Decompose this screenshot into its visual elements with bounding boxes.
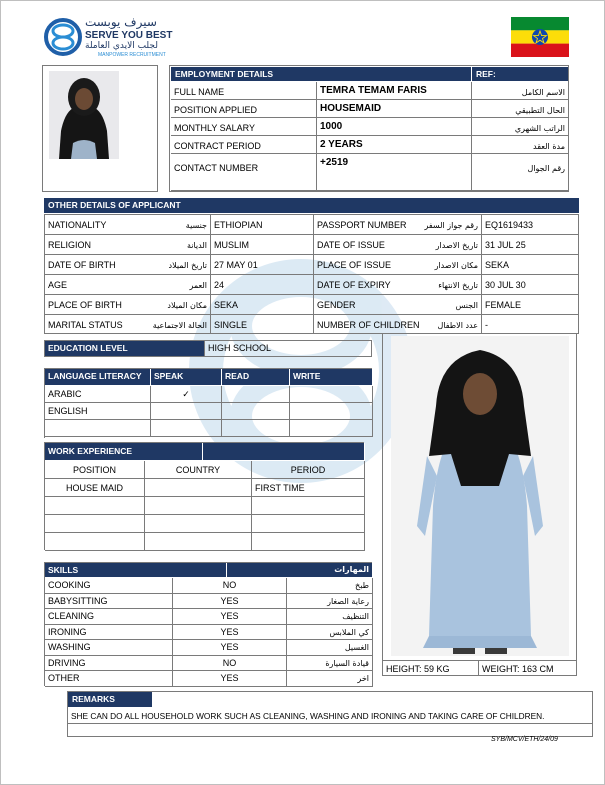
detail-arabic-label: تاريخ الانتهاء	[406, 275, 482, 295]
logo-tagline: MANPOWER RECRUITMENT	[98, 52, 166, 58]
work-country	[145, 515, 252, 533]
other-details-table	[44, 214, 579, 334]
detail-arabic-label: العمر	[133, 275, 211, 295]
language-table	[44, 368, 372, 438]
ethiopia-flag-icon	[511, 17, 569, 57]
work-position	[45, 497, 145, 515]
full-body-photo-frame	[382, 333, 577, 676]
language-speak: ✓	[151, 386, 222, 403]
employment-details-header: EMPLOYMENT DETAILS	[171, 67, 471, 81]
employment-arabic-label: الحال التطبيقي	[472, 100, 568, 118]
logo-name: SERVE YOU BEST	[85, 30, 173, 41]
work-column-header: POSITION	[45, 461, 145, 479]
skill-value: YES	[173, 609, 287, 625]
skill-arabic-name: قيادة السيارة	[287, 656, 373, 672]
language-name: ENGLISH	[45, 403, 151, 420]
detail-value: -	[482, 315, 579, 334]
skill-value: NO	[173, 578, 287, 594]
other-details-header: OTHER DETAILS OF APPLICANT	[44, 198, 579, 213]
detail-value: 24	[211, 275, 314, 295]
work-experience-table	[44, 442, 364, 550]
work-position	[45, 515, 145, 533]
language-write	[290, 420, 373, 437]
detail-label: PLACE OF BIRTH	[45, 295, 133, 315]
language-write	[290, 403, 373, 420]
skill-arabic-name: اخر	[287, 671, 373, 687]
detail-value: 30 JUL 30	[482, 275, 579, 295]
skill-arabic-name: الغسيل	[287, 640, 373, 656]
skill-value: YES	[173, 640, 287, 656]
remarks-text: SHE CAN DO ALL HOUSEHOLD WORK SUCH AS CLEANING, WASHING AND IRONING AND TAKING CARE OF CHILDREN.	[71, 711, 545, 721]
detail-value: SINGLE	[211, 315, 314, 334]
work-period: FIRST TIME	[252, 479, 365, 497]
skill-arabic-name: طبخ	[287, 578, 373, 594]
employment-details-section	[169, 65, 569, 192]
employment-arabic-label: الاسم الكامل	[472, 82, 568, 100]
detail-value: MUSLIM	[211, 235, 314, 255]
detail-label: PLACE OF ISSUE	[314, 255, 406, 275]
detail-label: DATE OF EXPIRY	[314, 275, 406, 295]
employment-arabic-label: مدة العقد	[472, 136, 568, 154]
work-period	[252, 497, 365, 515]
skill-name: DRIVING	[45, 656, 173, 672]
detail-arabic-label: مكان الاصدار	[406, 255, 482, 275]
language-read	[222, 386, 290, 403]
work-column-header: PERIOD	[252, 461, 365, 479]
detail-arabic-label: تاريخ الاصدار	[406, 235, 482, 255]
skills-header-arabic: المهارات	[227, 563, 373, 578]
work-country	[145, 479, 252, 497]
detail-arabic-label: الحالة الاجتماعية	[133, 315, 211, 334]
work-country	[145, 497, 252, 515]
detail-value: 31 JUL 25	[482, 235, 579, 255]
employment-label: FULL NAME	[171, 82, 317, 100]
employment-label: MONTHLY SALARY	[171, 118, 317, 136]
company-logo	[43, 15, 193, 61]
detail-arabic-label: مكان الميلاد	[133, 295, 211, 315]
detail-label: AGE	[45, 275, 133, 295]
employment-value: 1000	[317, 118, 472, 136]
detail-label: MARITAL STATUS	[45, 315, 133, 334]
language-column-header: READ	[222, 369, 290, 386]
detail-arabic-label: جنسية	[133, 215, 211, 235]
skill-arabic-name: كي الملابس	[287, 625, 373, 641]
language-column-header: WRITE	[290, 369, 373, 386]
skill-name: IRONING	[45, 625, 173, 641]
detail-label: GENDER	[314, 295, 406, 315]
education-row	[44, 340, 372, 357]
detail-value: FEMALE	[482, 295, 579, 315]
detail-label: DATE OF BIRTH	[45, 255, 133, 275]
skill-value: YES	[173, 625, 287, 641]
language-read	[222, 420, 290, 437]
work-position: HOUSE MAID	[45, 479, 145, 497]
remarks-section	[67, 691, 593, 737]
passport-photo	[49, 71, 119, 159]
skills-header: SKILLS	[45, 563, 227, 578]
education-label: EDUCATION LEVEL	[45, 341, 205, 357]
language-speak	[151, 420, 222, 437]
work-column-header: COUNTRY	[145, 461, 252, 479]
language-header: LANGUAGE LITERACY	[45, 369, 151, 386]
detail-value: EQ1619433	[482, 215, 579, 235]
skills-table	[44, 562, 372, 686]
detail-value: ETHIOPIAN	[211, 215, 314, 235]
language-speak	[151, 403, 222, 420]
full-body-photo	[391, 336, 569, 656]
language-name	[45, 420, 151, 437]
skill-value: NO	[173, 656, 287, 672]
detail-label: RELIGION	[45, 235, 133, 255]
remarks-header: REMARKS	[68, 692, 152, 707]
employment-label: CONTACT NUMBER	[171, 154, 317, 191]
language-name: ARABIC	[45, 386, 151, 403]
employment-value: +2519	[317, 154, 472, 191]
work-period	[252, 533, 365, 551]
ref-label: REF:	[472, 67, 568, 81]
detail-arabic-label: الجنس	[406, 295, 482, 315]
detail-arabic-label: عدد الاطفال	[406, 315, 482, 334]
employment-arabic-label: رقم الجوال	[472, 154, 568, 191]
employment-value: 2 YEARS	[317, 136, 472, 154]
employment-label: POSITION APPLIED	[171, 100, 317, 118]
remarks-divider	[68, 723, 592, 724]
detail-label: NUMBER OF CHILDREN	[314, 315, 406, 334]
education-value: HIGH SCHOOL	[205, 341, 372, 357]
employment-label: CONTRACT PERIOD	[171, 136, 317, 154]
employment-arabic-label: الراتب الشهري	[472, 118, 568, 136]
skill-name: CLEANING	[45, 609, 173, 625]
language-read	[222, 403, 290, 420]
detail-value: 27 MAY 01	[211, 255, 314, 275]
weight-value: WEIGHT: 163 CM	[479, 660, 576, 676]
detail-label: DATE OF ISSUE	[314, 235, 406, 255]
skill-arabic-name: التنظيف	[287, 609, 373, 625]
skill-name: COOKING	[45, 578, 173, 594]
work-country	[145, 533, 252, 551]
passport-photo-frame	[42, 65, 158, 192]
logo-arabic-name: سيرف يوبست	[85, 15, 157, 29]
document-code: SYB/MCV/ETH/24/09	[491, 736, 558, 743]
logo-emblem-icon	[43, 17, 83, 57]
work-experience-header: WORK EXPERIENCE	[45, 443, 203, 461]
language-write	[290, 386, 373, 403]
logo-arabic-tagline: لجلب الايدي العاملة	[85, 41, 158, 51]
skill-name: OTHER	[45, 671, 173, 687]
detail-value: SEKA	[482, 255, 579, 275]
skill-name: WASHING	[45, 640, 173, 656]
employment-value: TEMRA TEMAM FARIS	[317, 82, 472, 100]
detail-label: PASSPORT NUMBER	[314, 215, 406, 235]
work-experience-header-spacer	[203, 443, 365, 461]
work-position	[45, 533, 145, 551]
detail-label: NATIONALITY	[45, 215, 133, 235]
employment-value: HOUSEMAID	[317, 100, 472, 118]
detail-arabic-label: رقم جواز السفر	[406, 215, 482, 235]
skill-arabic-name: رعاية الصغار	[287, 594, 373, 610]
language-column-header: SPEAK	[151, 369, 222, 386]
detail-value: SEKA	[211, 295, 314, 315]
height-value: HEIGHT: 59 KG	[383, 660, 479, 676]
skill-name: BABYSITTING	[45, 594, 173, 610]
skill-value: YES	[173, 671, 287, 687]
work-period	[252, 515, 365, 533]
skill-value: YES	[173, 594, 287, 610]
detail-arabic-label: تاريخ الميلاد	[133, 255, 211, 275]
detail-arabic-label: الديانة	[133, 235, 211, 255]
